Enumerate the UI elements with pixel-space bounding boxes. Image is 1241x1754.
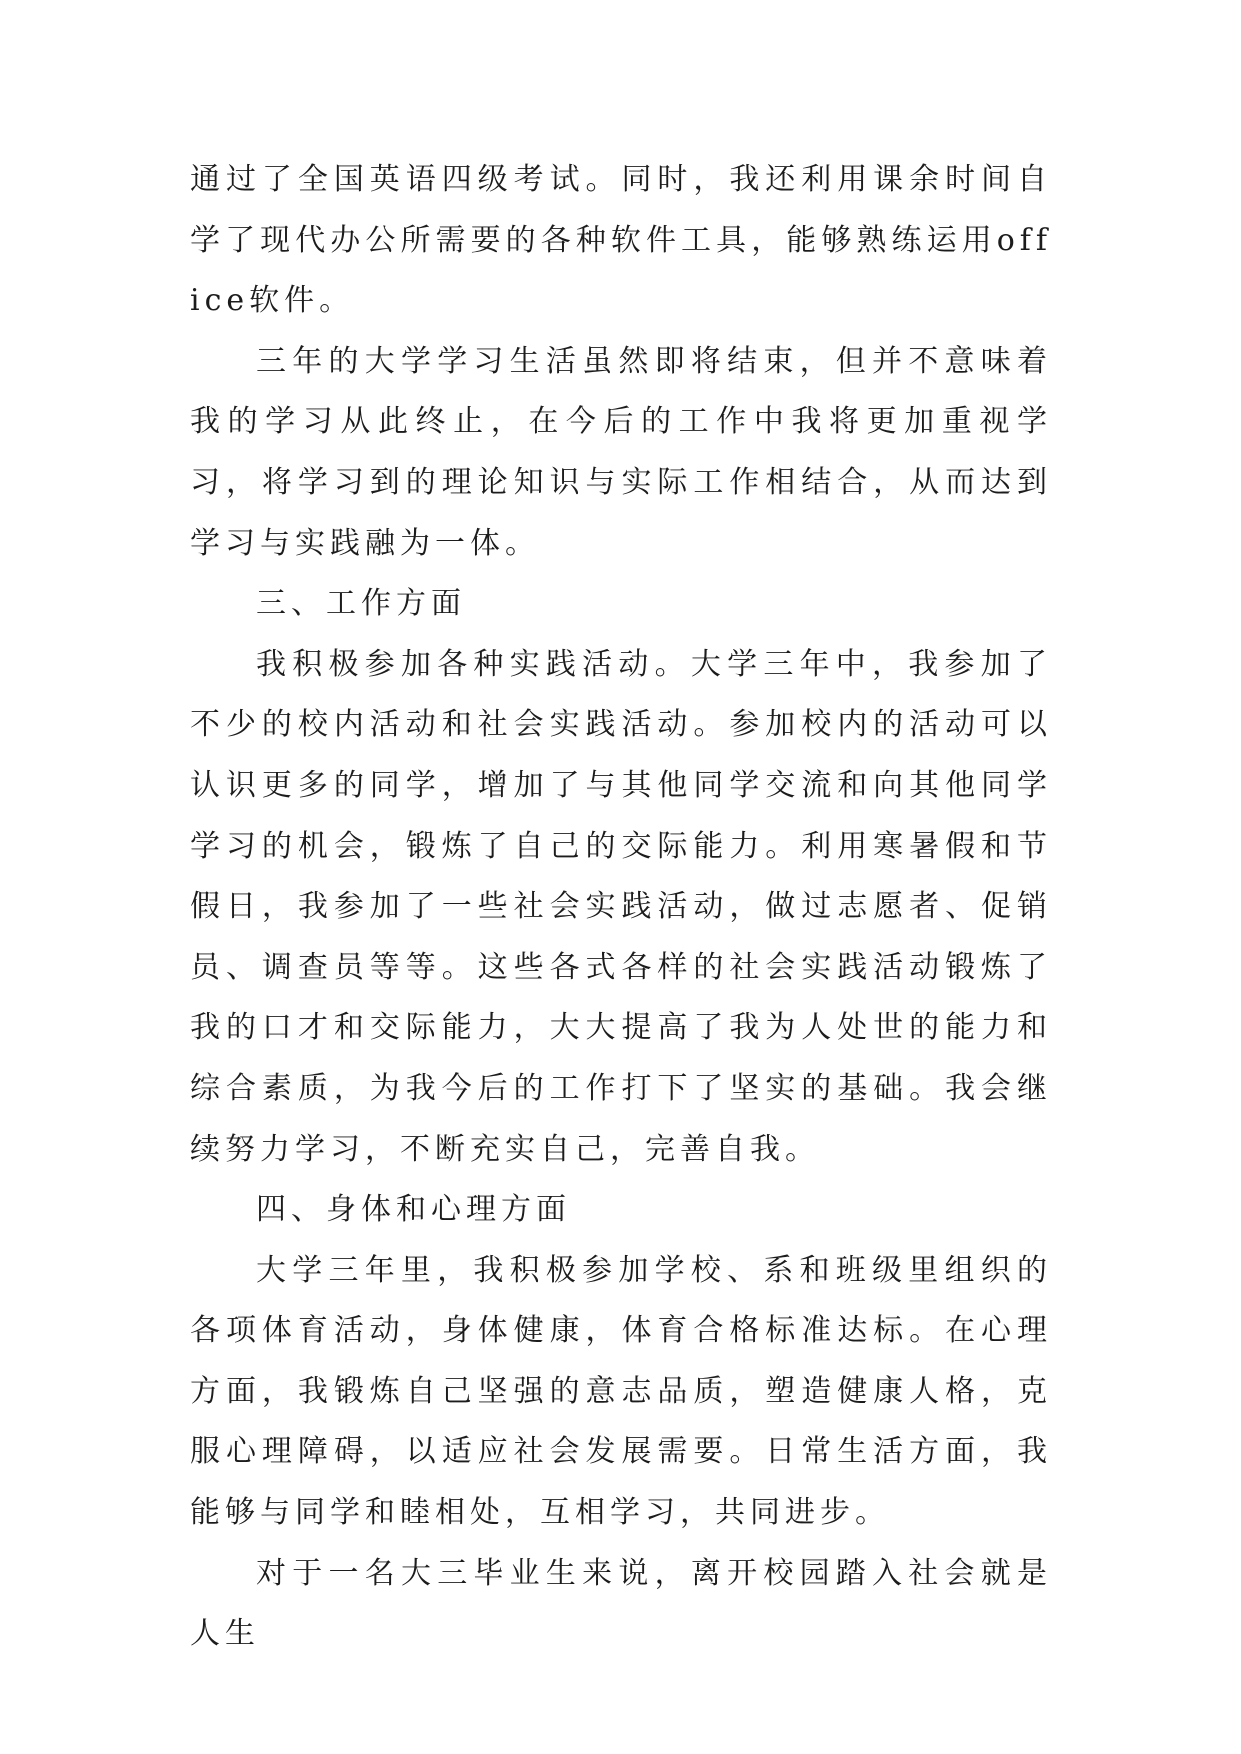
paragraph-5: 对于一名大三毕业生来说，离开校园踏入社会就是人生 — [190, 1555, 1052, 1652]
paragraph-4: 大学三年里，我积极参加学校、系和班级里组织的各项体育活动，身体健康，体育合格标准达标。在心理方面，我锻炼自己坚强的意志品质，塑造健康人格，克服心理障碍，以适应社会发展需要。日常生活方面，我能够与同学和睦相处，互相学习，共同进步。 — [190, 1252, 1052, 1531]
paragraph-1: 通过了全国英语四级考试。同时，我还利用课余时间自学了现代办公所需要的各种软件工具，能够熟练运用office软件。 — [190, 162, 1052, 319]
section-heading-body-mind: 四、身体和心理方面 — [256, 1192, 571, 1228]
section-heading-work: 三、工作方面 — [256, 586, 466, 622]
document-body — [190, 150, 1052, 1665]
paragraph-3: 我积极参加各种实践活动。大学三年中，我参加了不少的校内活动和社会实践活动。参加校内的活动可以认识更多的同学，增加了与其他同学交流和向其他同学学习的机会，锻炼了自己的交际能力。利用寒暑假和节假日，我参加了一些社会实践活动，做过志愿者、促销员、调查员等等。这些各式各样的社会实践活动锻炼了我的口才和交际能力，大大提高了我为人处世的能力和综合素质，为我今后的工作打下了坚实的基础。我会继续努力学习，不断充实自己，完善自我。 — [190, 646, 1052, 1167]
paragraph-2: 三年的大学学习生活虽然即将结束，但并不意味着我的学习从此终止，在今后的工作中我将更加重视学习，将学习到的理论知识与实际工作相结合，从而达到学习与实践融为一体。 — [190, 343, 1052, 561]
